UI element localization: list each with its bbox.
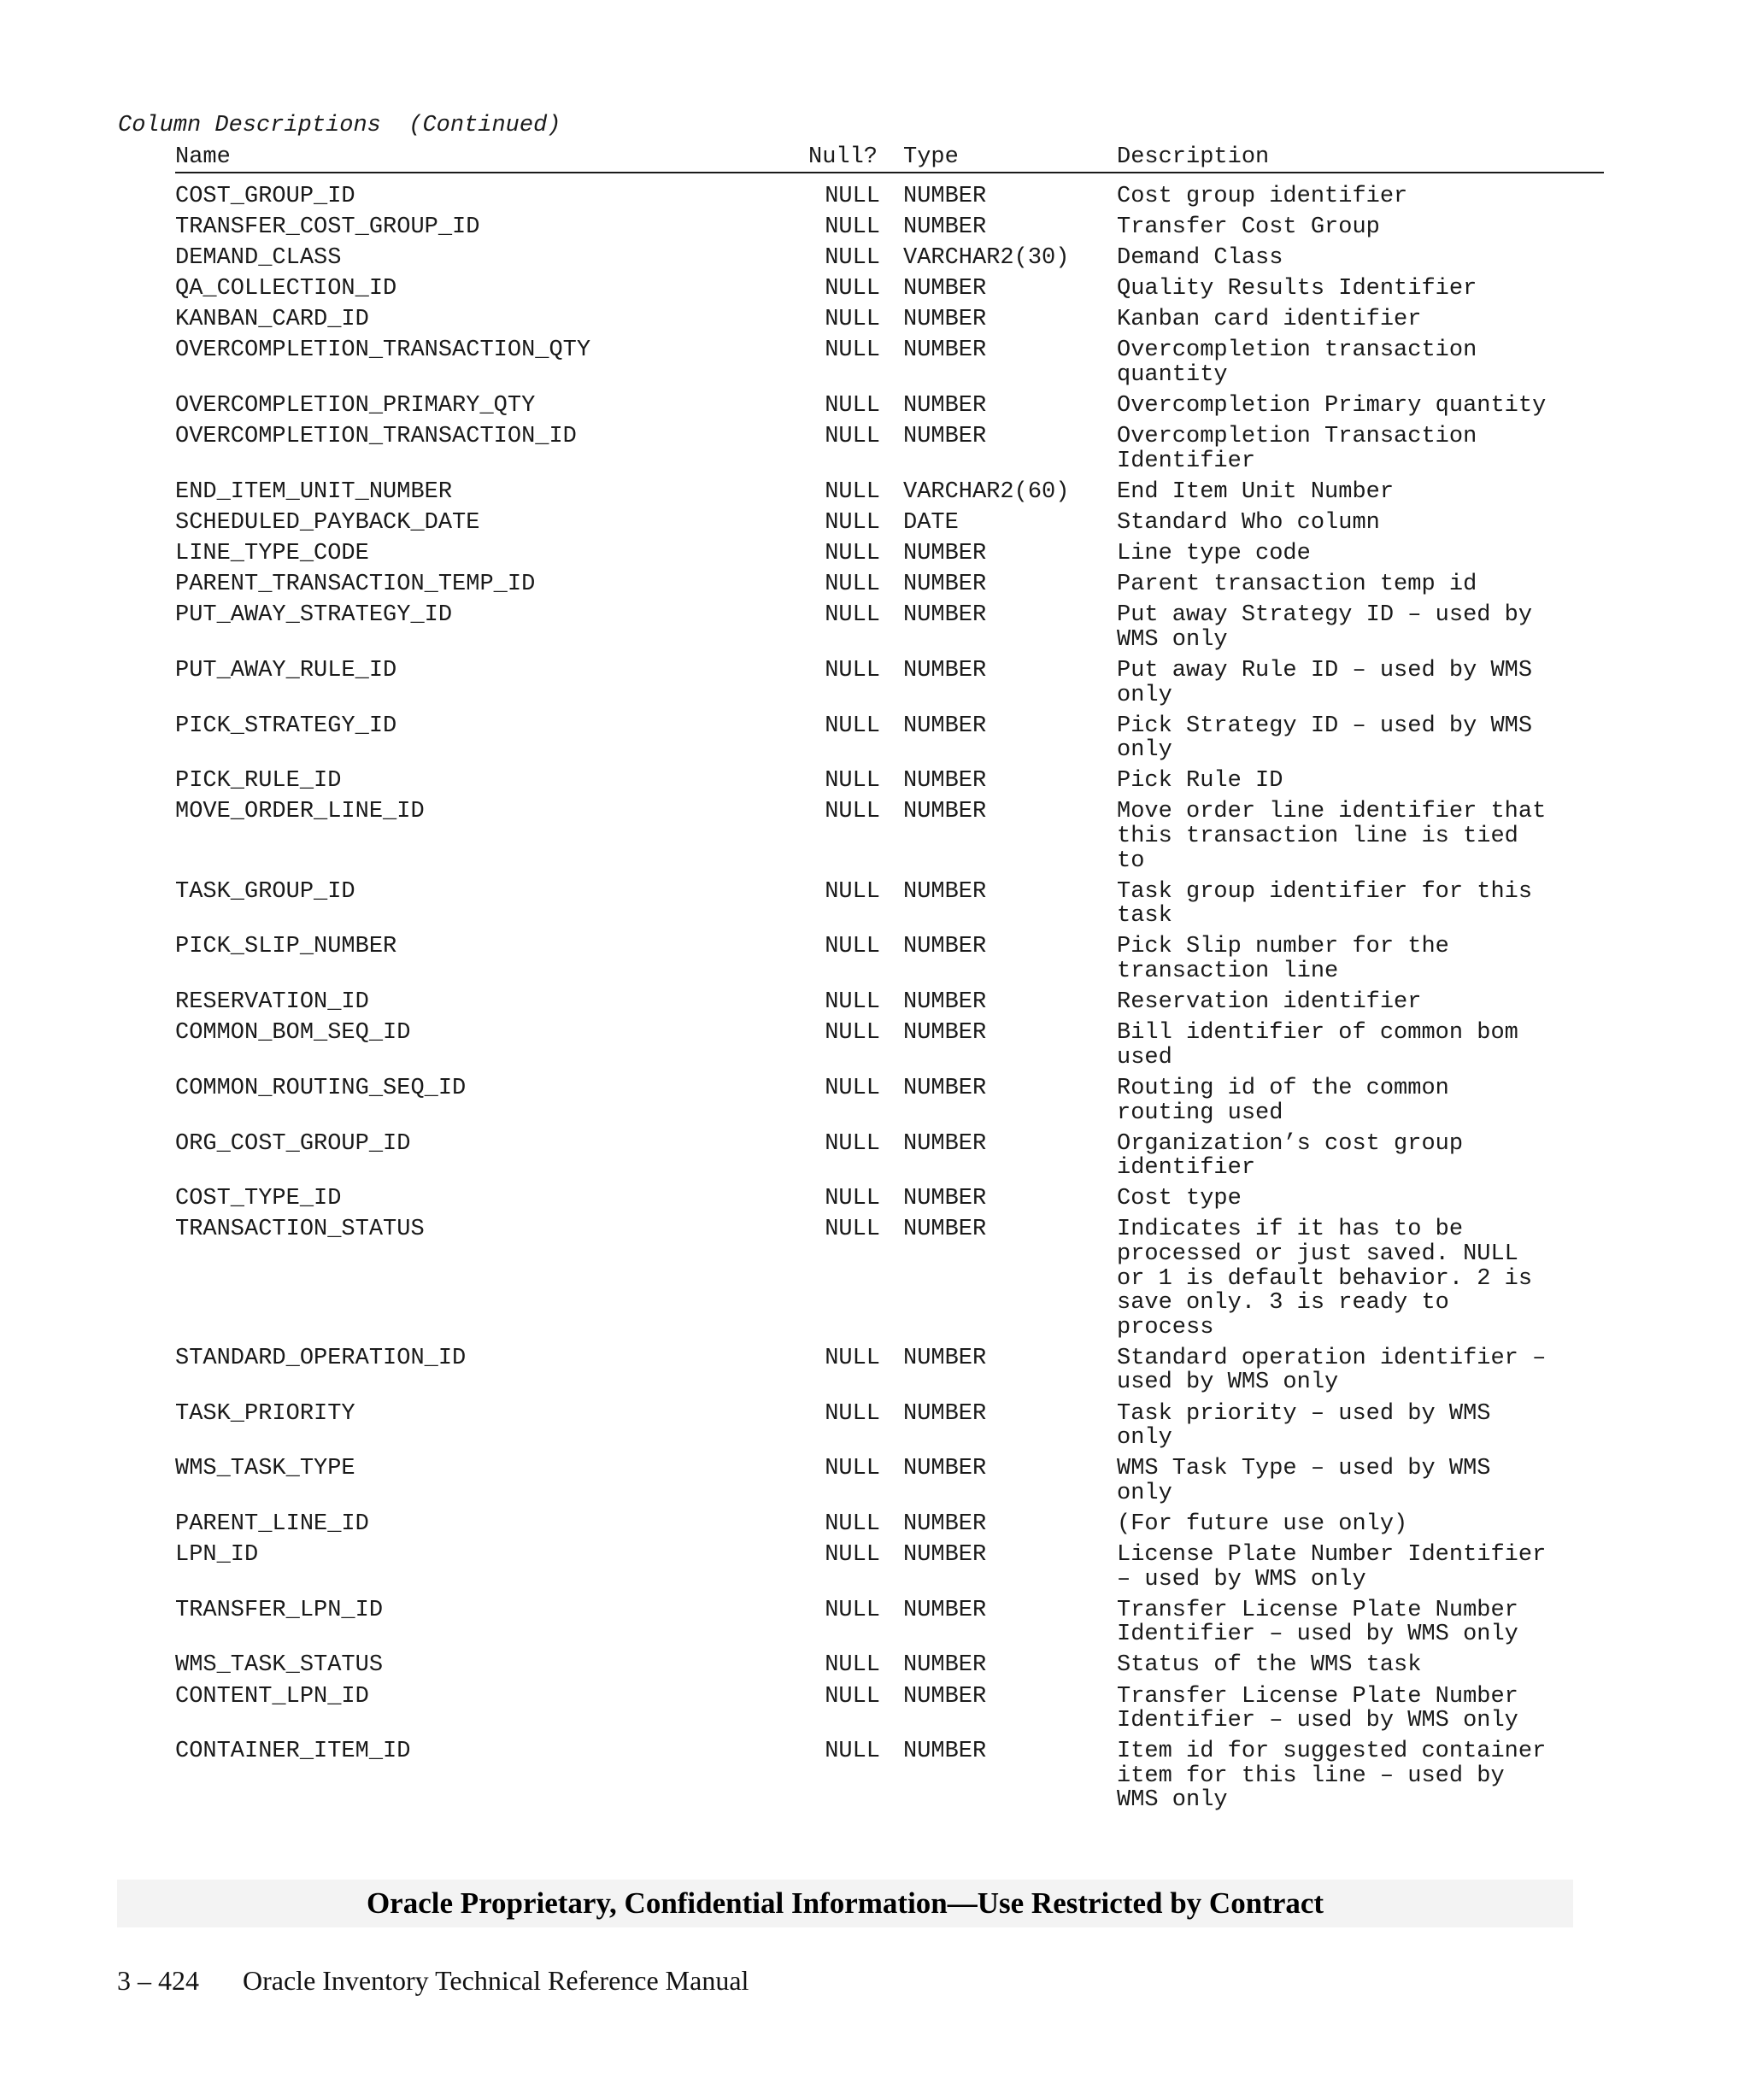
column-header-type: Type [903, 144, 959, 170]
table-row [0, 800, 1750, 873]
column-description: Reservation identifier [1117, 989, 1422, 1016]
column-description: Kanban card identifier [1117, 307, 1422, 333]
column-description: Put away Rule ID – used by WMS only [1117, 658, 1533, 708]
column-name: PICK_RULE_ID [175, 768, 342, 795]
column-description: Task group identifier for this task [1117, 878, 1533, 930]
column-name: PUT_AWAY_RULE_ID [175, 658, 397, 683]
column-name: OVERCOMPLETION_TRANSACTION_QTY [175, 337, 591, 364]
null-flag: NULL [825, 337, 880, 364]
null-flag: NULL [825, 276, 880, 302]
column-name: COMMON_ROUTING_SEQ_ID [175, 1075, 467, 1101]
data-type: VARCHAR2(30) [903, 245, 1070, 272]
data-type: NUMBER [903, 1217, 987, 1243]
data-type: NUMBER [903, 1739, 987, 1765]
column-descriptions-table [0, 185, 1750, 1820]
data-type: VARCHAR2(60) [903, 478, 1070, 505]
column-name: LINE_TYPE_CODE [175, 541, 369, 567]
table-row [0, 1685, 1750, 1733]
table-row [0, 1653, 1750, 1678]
null-flag: NULL [825, 245, 880, 272]
column-description: Bill identifier of common bom used [1117, 1020, 1518, 1071]
column-description: Item id for suggested container item for this line – used by WMS only [1117, 1739, 1547, 1814]
data-type: NUMBER [903, 658, 987, 683]
column-description: Transfer Cost Group [1117, 214, 1380, 241]
table-caption: Column Descriptions (Continued) [118, 113, 561, 138]
data-type: NUMBER [903, 1400, 987, 1427]
data-type: NUMBER [903, 541, 987, 567]
data-type: NUMBER [903, 1652, 987, 1679]
null-flag: NULL [825, 1597, 880, 1623]
column-description: Standard operation identifier – used by WMS only [1117, 1345, 1547, 1396]
column-description: (For future use only) [1117, 1510, 1408, 1537]
data-type: NUMBER [903, 1020, 987, 1047]
column-name: TASK_GROUP_ID [175, 878, 355, 905]
column-name: COMMON_BOM_SEQ_ID [175, 1020, 411, 1047]
data-type: NUMBER [903, 1456, 987, 1482]
column-description: Demand Class [1117, 245, 1283, 272]
column-description: Put away Strategy ID – used by WMS only [1117, 602, 1533, 653]
null-flag: NULL [825, 1683, 880, 1710]
data-type: NUMBER [903, 214, 987, 241]
table-row [0, 990, 1750, 1015]
column-description: Organization’s cost group identifier [1117, 1130, 1464, 1182]
null-flag: NULL [825, 658, 880, 683]
column-name: DEMAND_CLASS [175, 245, 342, 272]
table-row [0, 338, 1750, 387]
null-flag: NULL [825, 307, 880, 333]
null-flag: NULL [825, 1186, 880, 1212]
null-flag: NULL [825, 478, 880, 505]
column-description: Cost group identifier [1117, 184, 1408, 209]
column-name: MOVE_ORDER_LINE_ID [175, 799, 425, 825]
data-type: NUMBER [903, 1186, 987, 1212]
null-flag: NULL [825, 768, 880, 795]
data-type: NUMBER [903, 1683, 987, 1710]
null-flag: NULL [825, 572, 880, 598]
column-description: Task priority – used by WMS only [1117, 1400, 1491, 1452]
column-name: SCHEDULED_PAYBACK_DATE [175, 510, 480, 537]
column-name: WMS_TASK_STATUS [175, 1652, 384, 1679]
column-header-null: Null? [808, 144, 878, 170]
data-type: NUMBER [903, 1345, 987, 1371]
data-type: NUMBER [903, 1510, 987, 1537]
column-name: RESERVATION_ID [175, 989, 369, 1016]
column-name: TRANSFER_COST_GROUP_ID [175, 214, 480, 241]
table-row [0, 215, 1750, 240]
table-row [0, 480, 1750, 505]
table-row [0, 394, 1750, 419]
data-type: NUMBER [903, 1130, 987, 1157]
column-name: PARENT_TRANSACTION_TEMP_ID [175, 572, 536, 598]
data-type: DATE [903, 510, 959, 537]
header-rule [175, 172, 1604, 173]
column-name: COST_GROUP_ID [175, 184, 355, 209]
table-row [0, 714, 1750, 763]
column-name: ORG_COST_GROUP_ID [175, 1130, 411, 1157]
table-row [0, 603, 1750, 652]
null-flag: NULL [825, 1510, 880, 1537]
table-row [0, 572, 1750, 597]
column-description: Cost type [1117, 1186, 1242, 1212]
table-row [0, 1076, 1750, 1125]
table-row [0, 246, 1750, 271]
data-type: NUMBER [903, 1075, 987, 1101]
table-row [0, 1187, 1750, 1211]
table-row [0, 1543, 1750, 1592]
data-type: NUMBER [903, 989, 987, 1016]
null-flag: NULL [825, 1542, 880, 1569]
null-flag: NULL [825, 1217, 880, 1243]
column-description: Routing id of the common routing used [1117, 1075, 1449, 1126]
column-header-description: Description [1117, 144, 1270, 170]
null-flag: NULL [825, 934, 880, 960]
column-name: PICK_STRATEGY_ID [175, 713, 397, 739]
null-flag: NULL [825, 989, 880, 1016]
table-row [0, 1021, 1750, 1070]
null-flag: NULL [825, 1130, 880, 1157]
table-row [0, 308, 1750, 332]
table-row [0, 277, 1750, 302]
column-name: PARENT_LINE_ID [175, 1510, 369, 1537]
table-row [0, 511, 1750, 536]
column-description: Overcompletion Transaction Identifier [1117, 424, 1477, 474]
data-type: NUMBER [903, 337, 987, 364]
null-flag: NULL [825, 510, 880, 537]
column-name: LPN_ID [175, 1542, 259, 1569]
column-description: End Item Unit Number [1117, 478, 1395, 505]
null-flag: NULL [825, 878, 880, 905]
column-description: Pick Strategy ID – used by WMS only [1117, 713, 1533, 764]
table-row [0, 1598, 1750, 1647]
table-row [0, 425, 1750, 473]
data-type: NUMBER [903, 768, 987, 795]
data-type: NUMBER [903, 934, 987, 960]
column-name: KANBAN_CARD_ID [175, 307, 369, 333]
column-description: Transfer License Plate Number Identifier – used by WMS only [1117, 1597, 1518, 1648]
data-type: NUMBER [903, 602, 987, 629]
column-header-name: Name [175, 144, 231, 170]
table-row [0, 880, 1750, 929]
table-row [0, 1457, 1750, 1505]
data-type: NUMBER [903, 713, 987, 739]
null-flag: NULL [825, 1020, 880, 1047]
null-flag: NULL [825, 1345, 880, 1371]
column-name: WMS_TASK_TYPE [175, 1456, 355, 1482]
null-flag: NULL [825, 602, 880, 629]
null-flag: NULL [825, 713, 880, 739]
null-flag: NULL [825, 1739, 880, 1765]
table-row [0, 659, 1750, 707]
table-row [0, 1402, 1750, 1451]
data-type: NUMBER [903, 1597, 987, 1623]
column-name: QA_COLLECTION_ID [175, 276, 397, 302]
null-flag: NULL [825, 1400, 880, 1427]
column-name: TRANSFER_LPN_ID [175, 1597, 384, 1623]
column-name: CONTAINER_ITEM_ID [175, 1739, 411, 1765]
column-name: END_ITEM_UNIT_NUMBER [175, 478, 453, 505]
column-name: PUT_AWAY_STRATEGY_ID [175, 602, 453, 629]
null-flag: NULL [825, 393, 880, 419]
column-description: Line type code [1117, 541, 1311, 567]
data-type: NUMBER [903, 424, 987, 450]
null-flag: NULL [825, 541, 880, 567]
data-type: NUMBER [903, 307, 987, 333]
column-description: Standard Who column [1117, 510, 1380, 537]
column-description: Transfer License Plate Number Identifier – used by WMS only [1117, 1683, 1518, 1734]
table-row [0, 1132, 1750, 1181]
column-description: License Plate Number Identifier – used by WMS only [1117, 1542, 1547, 1593]
column-description: Indicates if it has to be processed or just saved. NULL or 1 is default behavior. 2 is save only. 3 is ready to process [1117, 1217, 1533, 1340]
column-description: WMS Task Type – used by WMS only [1117, 1456, 1491, 1506]
confidentiality-text: Oracle Proprietary, Confidential Information––Use Restricted by Contract [366, 1886, 1324, 1920]
confidentiality-banner [117, 1880, 1573, 1927]
null-flag: NULL [825, 1652, 880, 1679]
table-row [0, 1346, 1750, 1395]
manual-title: Oracle Inventory Technical Reference Manual [243, 1965, 749, 1996]
data-type: NUMBER [903, 1542, 987, 1569]
null-flag: NULL [825, 184, 880, 209]
column-description: Pick Rule ID [1117, 768, 1283, 795]
table-row [0, 542, 1750, 566]
column-description: Move order line identifier that this transaction line is tied to [1117, 799, 1547, 874]
column-description: Pick Slip number for the transaction line [1117, 934, 1449, 985]
data-type: NUMBER [903, 799, 987, 825]
table-row [0, 769, 1750, 794]
column-description: Overcompletion Primary quantity [1117, 393, 1547, 419]
column-description: Quality Results Identifier [1117, 276, 1477, 302]
null-flag: NULL [825, 799, 880, 825]
null-flag: NULL [825, 214, 880, 241]
data-type: NUMBER [903, 572, 987, 598]
table-row [0, 1217, 1750, 1340]
column-name: TASK_PRIORITY [175, 1400, 355, 1427]
column-description: Overcompletion transaction quantity [1117, 337, 1477, 389]
null-flag: NULL [825, 1075, 880, 1101]
table-row [0, 935, 1750, 983]
data-type: NUMBER [903, 393, 987, 419]
data-type: NUMBER [903, 184, 987, 209]
page-number: 3 – 424 [117, 1965, 199, 1996]
column-name: PICK_SLIP_NUMBER [175, 934, 397, 960]
column-name: STANDARD_OPERATION_ID [175, 1345, 467, 1371]
column-name: COST_TYPE_ID [175, 1186, 342, 1212]
column-name: OVERCOMPLETION_TRANSACTION_ID [175, 424, 577, 450]
data-type: NUMBER [903, 878, 987, 905]
column-name: CONTENT_LPN_ID [175, 1683, 369, 1710]
column-name: TRANSACTION_STATUS [175, 1217, 425, 1243]
table-row [0, 1512, 1750, 1537]
column-description: Status of the WMS task [1117, 1652, 1422, 1679]
table-row [0, 185, 1750, 209]
null-flag: NULL [825, 424, 880, 450]
null-flag: NULL [825, 1456, 880, 1482]
column-description: Parent transaction temp id [1117, 572, 1477, 598]
table-row [0, 1739, 1750, 1813]
data-type: NUMBER [903, 276, 987, 302]
column-name: OVERCOMPLETION_PRIMARY_QTY [175, 393, 536, 419]
